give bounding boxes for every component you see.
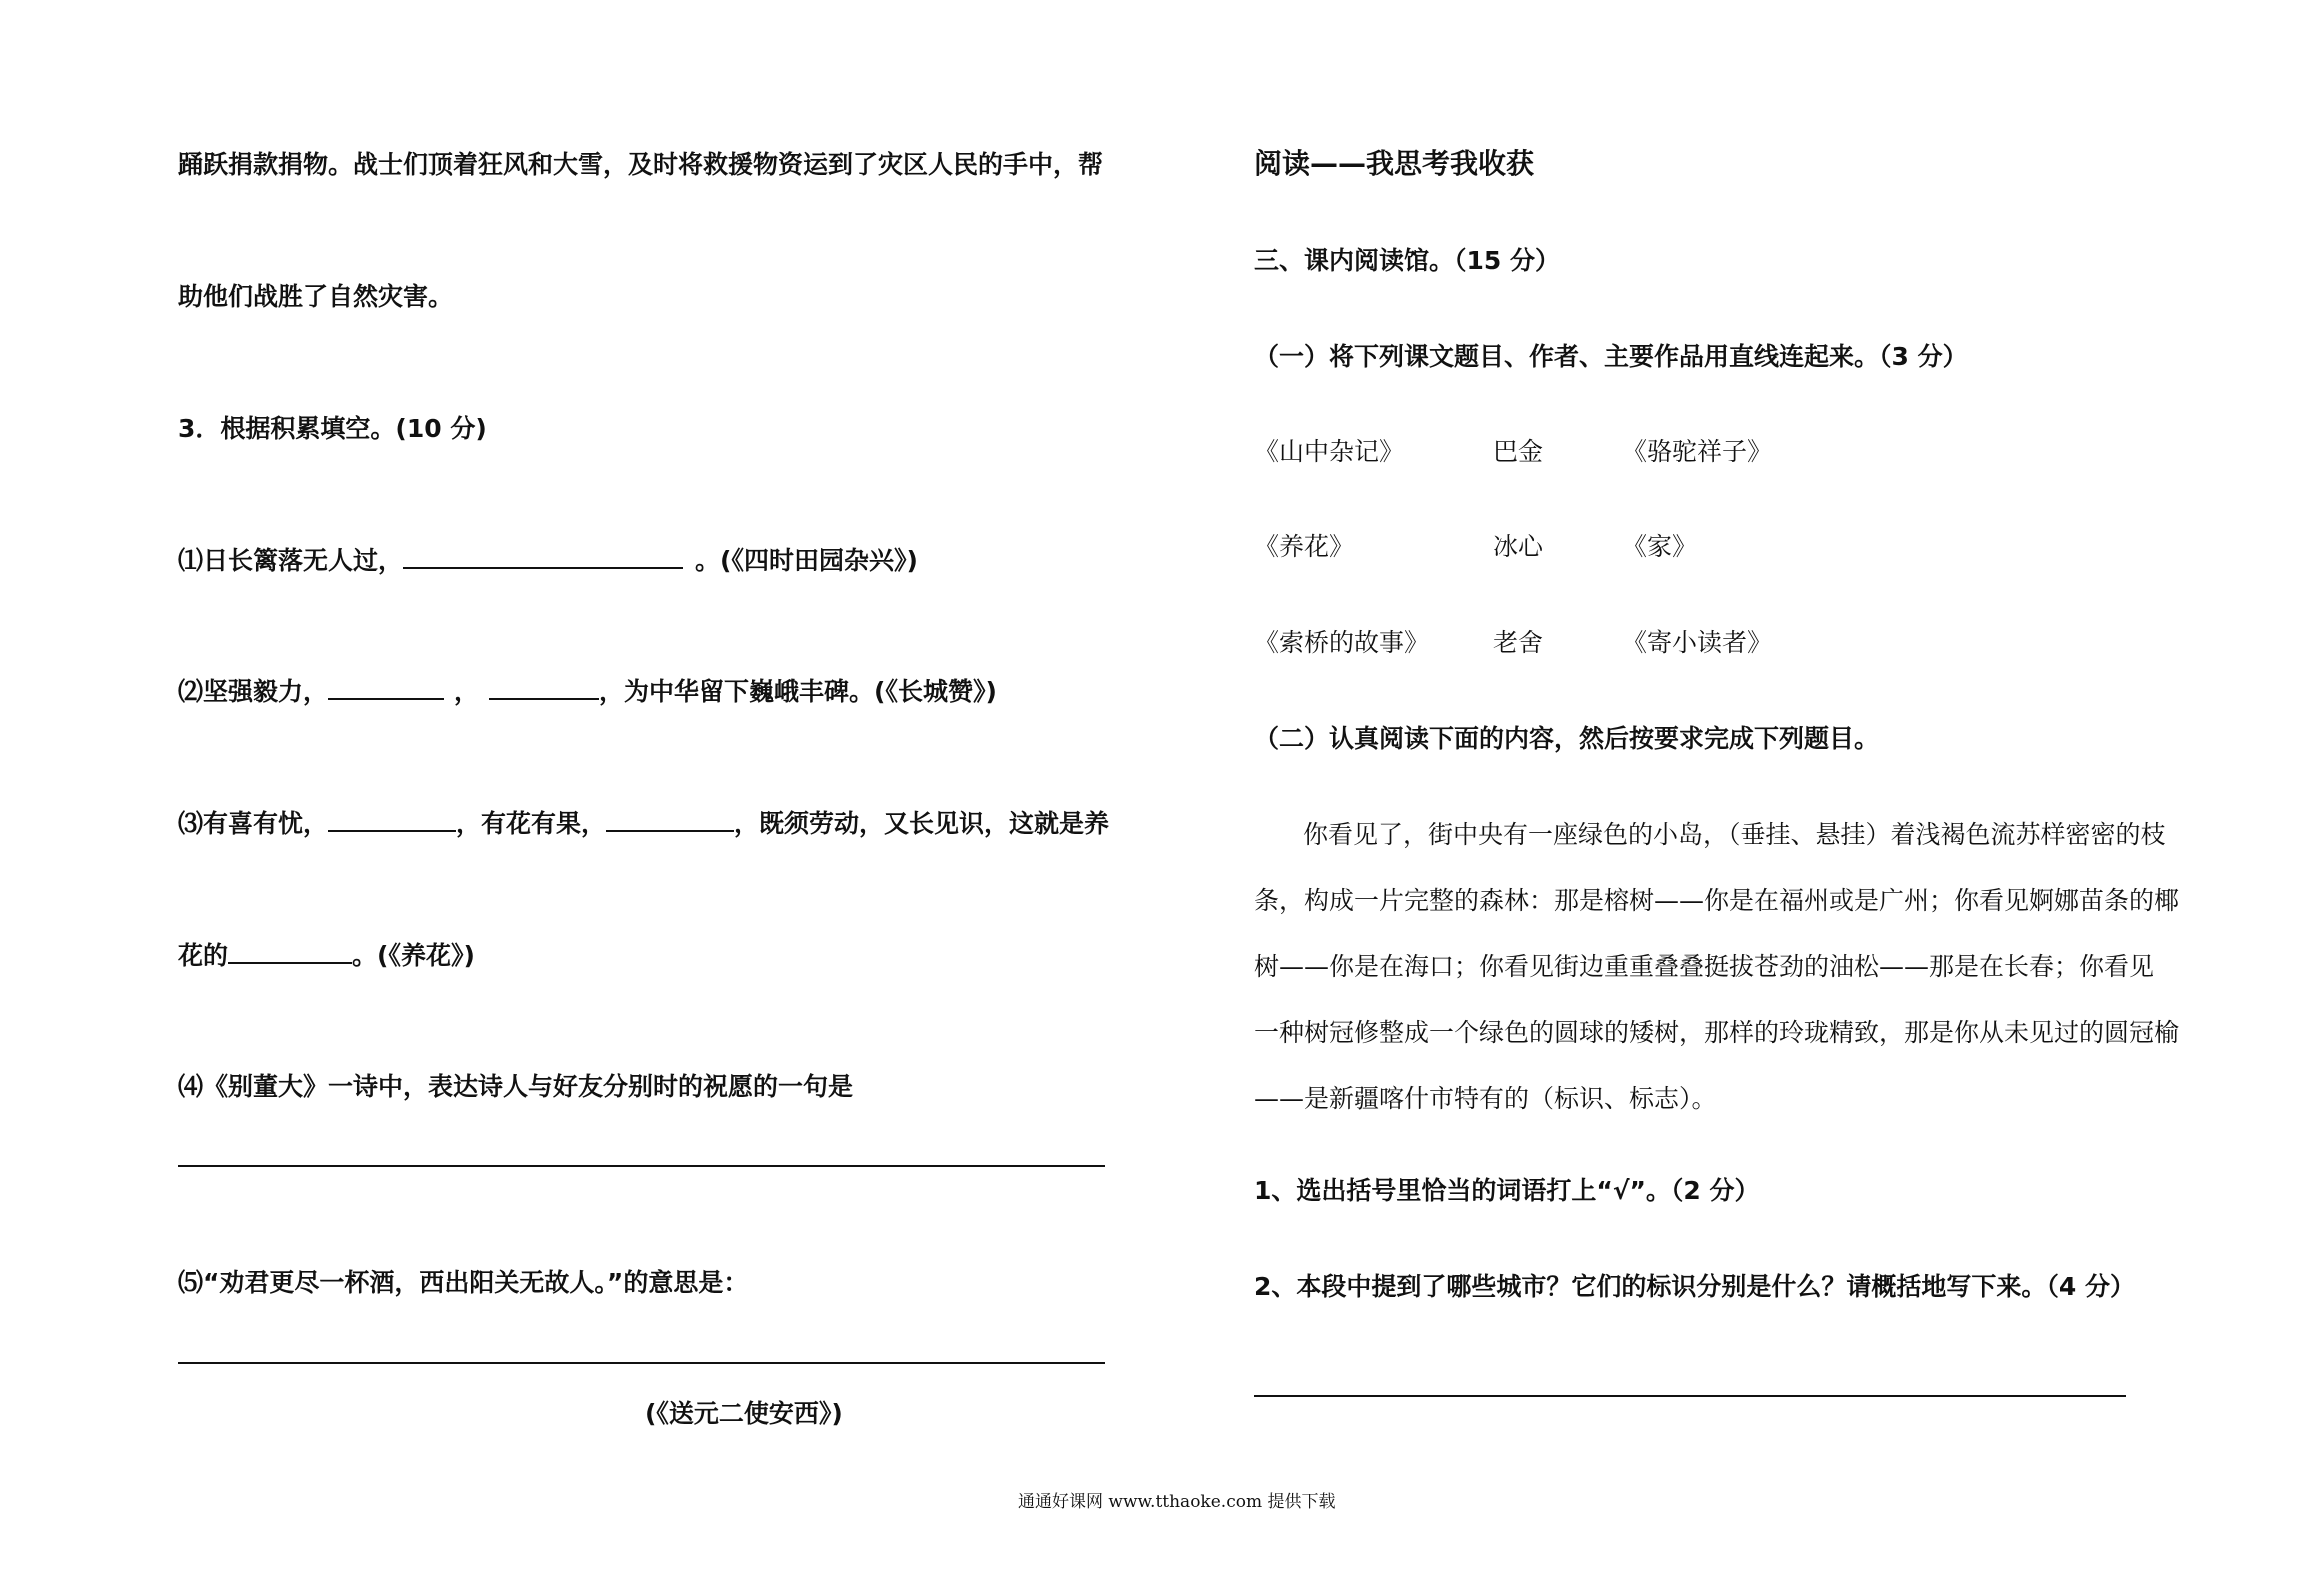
question-3-2-sep: ， [454, 677, 480, 706]
match-author: 冰心 [1493, 532, 1544, 561]
answer-blank[interactable] [489, 676, 599, 700]
paragraph-line-1: 踊跃捐款捐物。战士们顶着狂风和大雪，及时将救援物资运到了灾区人民的手中，帮 [178, 150, 1104, 179]
sub-2-title: （二）认真阅读下面的内容，然后按要求完成下列题目。 [1254, 724, 1880, 753]
answer-blank[interactable] [228, 940, 352, 964]
match-work: 《寄小读者》 [1622, 628, 1773, 657]
match-work: 《骆驼祥子》 [1622, 437, 1773, 466]
answer-line[interactable] [1254, 1395, 2126, 1397]
answer-line[interactable] [178, 1165, 1105, 1167]
passage-line: ——是新疆喀什市特有的（标识、标志）。 [1254, 1084, 1717, 1113]
question-3-title: 3．根据积累填空。(10 分) [178, 414, 487, 443]
question-2: 2、本段中提到了哪些城市？它们的标识分别是什么？请概括地写下来。（4 分） [1254, 1272, 2135, 1301]
question-3-2-source: ，为中华留下巍峨丰碑。(《长城赞》) [599, 677, 997, 706]
question-3-5: ⑸“劝君更尽一杯酒，西出阳关无故人。”的意思是： [178, 1268, 749, 1297]
part-3-title: 三、课内阅读馆。（15 分） [1254, 246, 1560, 275]
question-3-1-text: ⑴日长篱落无人过， [178, 546, 404, 575]
question-3-5-source: (《送元二使安西》) [645, 1399, 843, 1428]
sub-1-title: （一）将下列课文题目、作者、主要作品用直线连起来。（3 分） [1254, 342, 1968, 371]
answer-blank[interactable] [606, 808, 734, 832]
match-title: 《养花》 [1254, 532, 1355, 561]
question-3-3 [178, 807, 1109, 841]
match-author: 巴金 [1493, 437, 1544, 466]
question-1: 1、选出括号里恰当的词语打上“√”。（2 分） [1254, 1176, 1760, 1205]
answer-line[interactable] [178, 1362, 1105, 1364]
question-3-4: ⑷《别董大》一诗中，表达诗人与好友分别时的祝愿的一句是 [178, 1072, 854, 1101]
section-title: 阅读——我思考我收获 [1254, 147, 1535, 180]
passage-line: 树——你是在海口；你看见街边重重叠叠挺拔苍劲的油松——那是在长春；你看见 [1254, 952, 2155, 981]
question-3-3-continued [178, 939, 475, 973]
passage-line: 条，构成一片完整的森林：那是榕树——你是在福州或是广州；你看见婀娜苗条的椰 [1254, 886, 2180, 915]
question-3-2-text: ⑵坚强毅力， [178, 677, 329, 706]
question-3-3-mid: ，有花有果， [456, 809, 607, 838]
question-3-3-post: ，既须劳动，又长见识，这就是养 [734, 809, 1110, 838]
question-3-3b-source: 。(《养花》) [352, 941, 475, 970]
question-3-1 [178, 544, 918, 578]
question-3-3b-text: 花的 [178, 941, 229, 970]
match-title: 《山中杂记》 [1254, 437, 1405, 466]
match-work: 《家》 [1622, 532, 1698, 561]
answer-blank[interactable] [403, 545, 683, 569]
answer-blank[interactable] [328, 676, 444, 700]
paragraph-line-2: 助他们战胜了自然灾害。 [178, 282, 454, 311]
match-author: 老舍 [1493, 628, 1544, 657]
question-3-1-source: 。(《四时田园杂兴》) [695, 546, 918, 575]
passage-line: 你看见了，街中央有一座绿色的小岛，（垂挂、悬挂）着浅褐色流苏样密密的枝 [1303, 820, 2166, 849]
passage-line: 一种树冠修整成一个绿色的圆球的矮树，那样的玲珑精致，那是你从未见过的圆冠榆 [1254, 1018, 2180, 1047]
answer-blank[interactable] [328, 808, 456, 832]
question-3-2 [178, 675, 997, 709]
question-3-3-text: ⑶有喜有忧， [178, 809, 329, 838]
match-title: 《索桥的故事》 [1254, 628, 1430, 657]
footer-source: 通通好课网 www.tthaoke.com 提供下载 [1018, 1492, 1336, 1512]
